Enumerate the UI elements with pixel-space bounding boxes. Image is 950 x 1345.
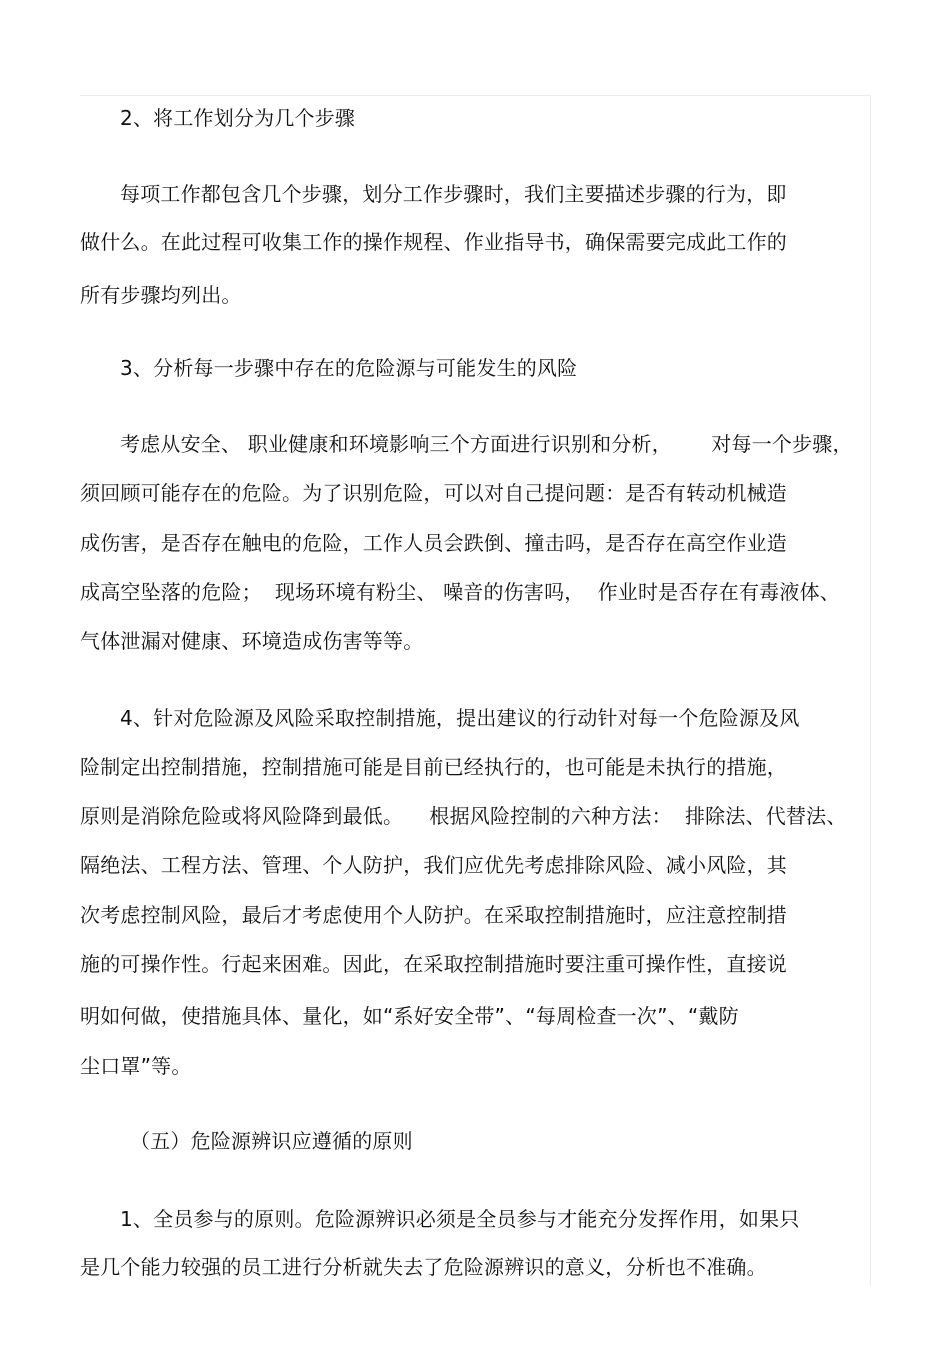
- step-4-paragraph-line-3: 原则是消除危险或将风险降到最低。 根据风险控制的六种方法： 排除法、代替法、: [80, 804, 847, 828]
- page-frame: [80, 95, 871, 1286]
- step-4-paragraph-line-7: 明如何做，使措施具体、量化，如“系好安全带”、“每周检查一次”、“戴防: [80, 1004, 739, 1028]
- step-4-paragraph-line-2: 险制定出控制措施，控制措施可能是目前已经执行的，也可能是未执行的措施，: [80, 755, 787, 779]
- section-5-heading: （五）危险源辨识应遵循的原则: [130, 1129, 413, 1153]
- step-2-paragraph-line-3: 所有步骤均列出。: [80, 283, 242, 307]
- step-3-heading: 3、分析每一步骤中存在的危险源与可能发生的风险: [120, 356, 578, 380]
- principle-1-paragraph-line-1: 1、全员参与的原则。危险源辨识必须是全员参与才能充分发挥作用，如果只: [120, 1207, 800, 1231]
- principle-1-paragraph-line-2: 是几个能力较强的员工进行分析就失去了危险源辨识的意义，分析也不准确。: [80, 1255, 767, 1279]
- step-4-paragraph-line-4: 隔绝法、工程方法、管理、个人防护，我们应优先考虑排除风险、减小风险，其: [80, 853, 787, 877]
- step-3-paragraph-line-5: 气体泄漏对健康、环境造成伤害等等。: [80, 629, 424, 653]
- step-4-paragraph-line-1: 4、针对危险源及风险采取控制措施，提出建议的行动针对每一个危险源及风: [120, 706, 800, 730]
- step-3-paragraph-line-2: 须回顾可能存在的危险。为了识别危险，可以对自己提问题：是否有转动机械造: [80, 481, 787, 505]
- step-3-paragraph-line-4: 成高空坠落的危险； 现场环境有粉尘、 噪音的伤害吗， 作业时是否存在有毒液体、: [80, 580, 840, 604]
- step-2-paragraph-line-2: 做什么。在此过程可收集工作的操作规程、作业指导书，确保需要完成此工作的: [80, 230, 787, 254]
- step-4-paragraph-line-6: 施的可操作性。行起来困难。因此，在采取控制措施时要注重可操作性，直接说: [80, 952, 787, 976]
- step-4-paragraph-line-8: 尘口罩”等。: [80, 1054, 192, 1078]
- step-2-paragraph-line-1: 每项工作都包含几个步骤，划分工作步骤时，我们主要描述步骤的行为，即: [120, 182, 787, 206]
- step-3-paragraph-line-3: 成伤害，是否存在触电的危险，工作人员会跌倒、撞击吗，是否存在高空作业造: [80, 531, 787, 555]
- step-2-heading: 2、将工作划分为几个步骤: [120, 106, 356, 130]
- step-3-paragraph-line-1: 考虑从安全、 职业健康和环境影响三个方面进行识别和分析， 对每一个步骤，: [120, 432, 853, 456]
- step-4-paragraph-line-5: 次考虑控制风险，最后才考虑使用个人防护。在采取控制措施时，应注意控制措: [80, 903, 787, 927]
